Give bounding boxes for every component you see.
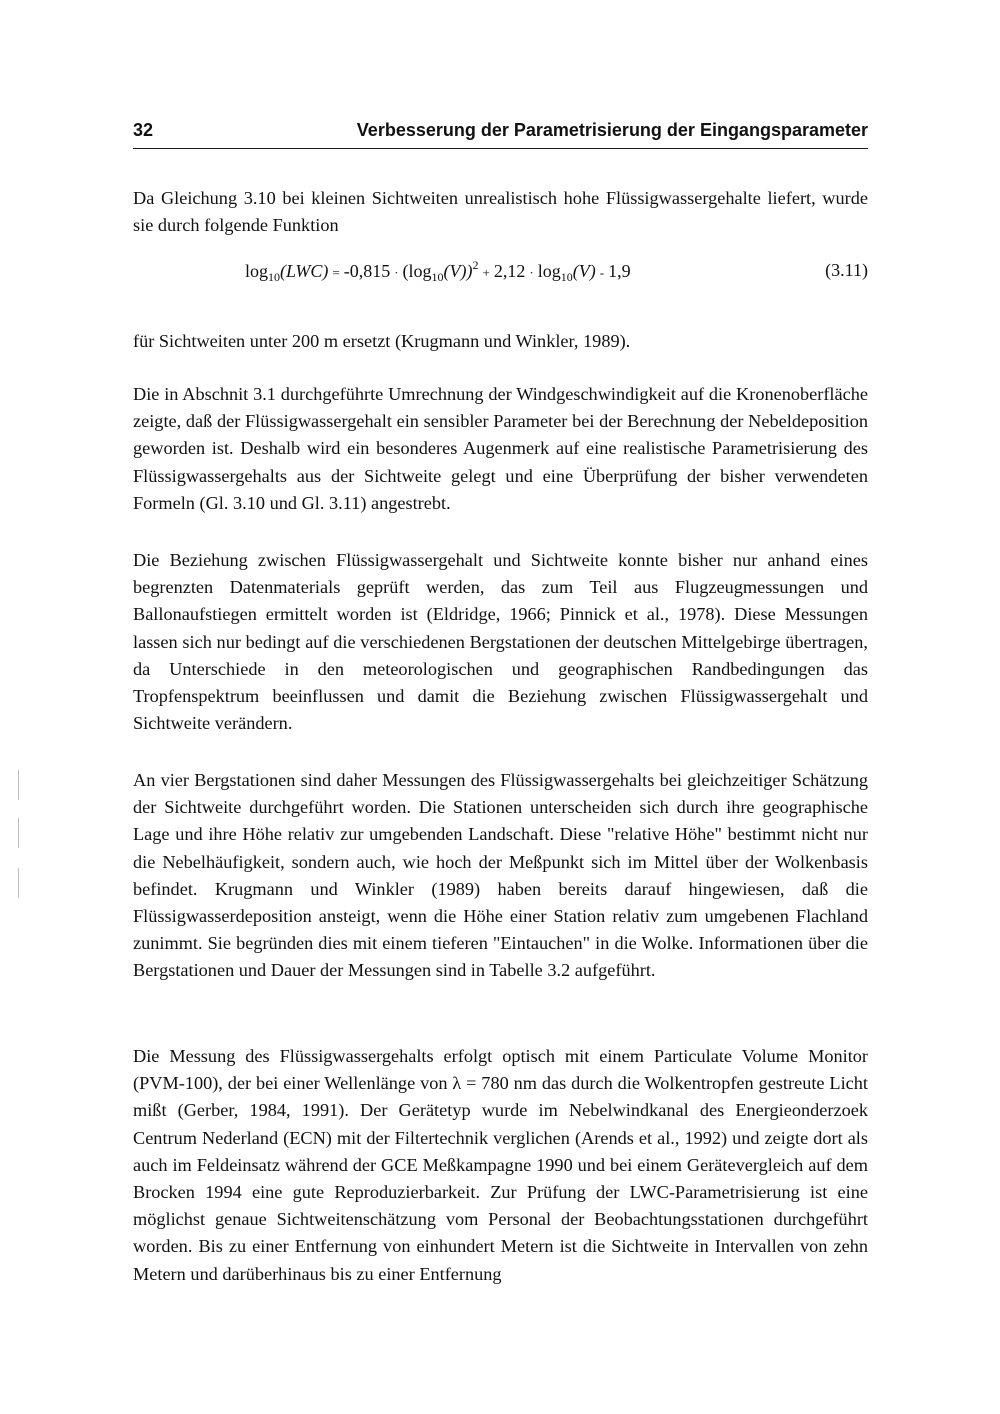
paragraph-wind-conversion: Die in Abschnit 3.1 durchgeführte Umrechnung der Windgeschwindigkeit auf die Kronenoberfläche zeigte, daß der Flüssigwassergehalt ein sensibler Parameter bei der Berechnung der Nebeldeposition geworden ist. Deshalb wird ein besonderes Augenmerk auf eine realistische Parametrisierung des Flüssigwassergehalts aus der Sichtweite gelegt und eine Überprüfung der bisher verwendeten Formeln (Gl. 3.10 und Gl. 3.11) angestrebt. — [133, 384, 868, 513]
equation-body — [245, 258, 631, 285]
equation-3-11 — [245, 252, 868, 292]
paragraph-relationship: Die Beziehung zwischen Flüssigwassergehalt und Sichtweite konnte bisher nur anhand eines begrenzten Datenmaterials geprüft werden, das zum Teil aus Flugzeugmessungen und Ballonaufstiegen ermittelt worden ist (Eldridge, 1966; Pinnick et al., 1978). Diese Messungen lassen sich nur bedingt auf die verschiedenen Bergstationen der deutschen Mittelgebirge übertragen, da Unterschiede in den meteorologischen und geographischen Randbedingungen das Tropfenspektrum beeinflussen und damit die Beziehung zwischen Flüssigwassergehalt und Sichtweite verändern. — [133, 550, 868, 734]
scan-artifact-line — [18, 818, 19, 848]
eq-equals: = — [332, 265, 340, 280]
eq-exponent: 2 — [472, 258, 479, 272]
eq-coefficient: 2,12 — [493, 261, 526, 281]
eq-argument: (LWC) — [280, 261, 329, 281]
eq-log: (log — [402, 261, 432, 281]
eq-subscript: 10 — [431, 270, 444, 284]
page-number: 32 — [133, 120, 154, 140]
paragraph-equation-note: für Sichtweiten unter 200 m ersetzt (Krugmann und Winkler, 1989). — [133, 331, 631, 351]
scan-artifact-line — [18, 868, 19, 898]
equation-number: (3.11) — [825, 260, 868, 280]
eq-argument: (V)) — [443, 261, 473, 281]
eq-argument: (V) — [572, 261, 596, 281]
eq-dot: · — [529, 265, 534, 280]
eq-log: log — [245, 261, 269, 281]
running-title: Verbesserung der Parametrisierung der Eingangsparameter — [356, 120, 868, 140]
scan-artifact-line — [18, 770, 19, 800]
eq-log: log — [537, 261, 561, 281]
paragraph-measurement: Die Messung des Flüssigwassergehalts erfolgt optisch mit einem Particulate Volume Monitor (PVM-100), der bei einer Wellenlänge von λ = 780 nm das durch die Wolkentropfen gestreute Licht mißt (Gerber, 1984, 1991). Der Gerätetyp wurde im Nebelwindkanal des Energieonderzoek Centrum Nederland (ECN) mit der Filtertechnik verglichen (Arends et al., 1992) und zeigte dort als auch im Feldeinsatz während der GCE Meßkampagne 1990 und bei einem Gerätevergleich auf dem Brocken 1994 eine gute Reproduzierbarkeit. Zur Prüfung der LWC-Parametrisierung ist eine möglichst genaue Sichtweitenschätzung vom Personal der Beobachtungsstationen durchgeführt worden. Bis zu einer Entfernung von einhundert Metern ist die Sichtweite in Intervallen von zehn Metern und darüberhinaus bis zu einer Entfernung — [133, 1046, 868, 1284]
eq-coefficient: -0,815 — [343, 261, 391, 281]
eq-subscript: 10 — [268, 270, 281, 284]
paragraph-mountain-stations: An vier Bergstationen sind daher Messungen des Flüssigwassergehalts bei gleichzeitiger Schätzung der Sichtweite durchgeführt worden. Die Stationen unterscheiden sich durch ihre geographische Lage und ihre Höhe relativ zur umgebenden Landschaft. Diese "relative Höhe" bestimmt nicht nur die Nebelhäufigkeit, sondern auch, wie hoch der Meßpunkt sich im Mittel über der Wolkenbasis befindet. Krugmann und Winkler (1989) haben bereits darauf hingewiesen, daß die Flüssigwasserdeposition ansteigt, wenn die Höhe einer Station relativ zum umgebenen Flachland zunimmt. Sie begründen dies mit einem tieferen "Eintauchen" in die Wolke. Informationen über die Bergstationen und Dauer der Messungen sind in Tabelle 3.2 aufgeführt. — [133, 770, 868, 981]
paragraph-intro: Da Gleichung 3.10 bei kleinen Sichtweiten unrealistisch hohe Flüssigwassergehalte liefert, wurde sie durch folgende Funktion — [133, 188, 868, 236]
eq-dot: · — [394, 265, 399, 280]
eq-subscript: 10 — [560, 270, 573, 284]
eq-minus: - — [599, 265, 605, 280]
eq-plus: + — [482, 265, 490, 280]
page-header — [133, 118, 868, 149]
eq-constant: 1,9 — [608, 261, 631, 281]
